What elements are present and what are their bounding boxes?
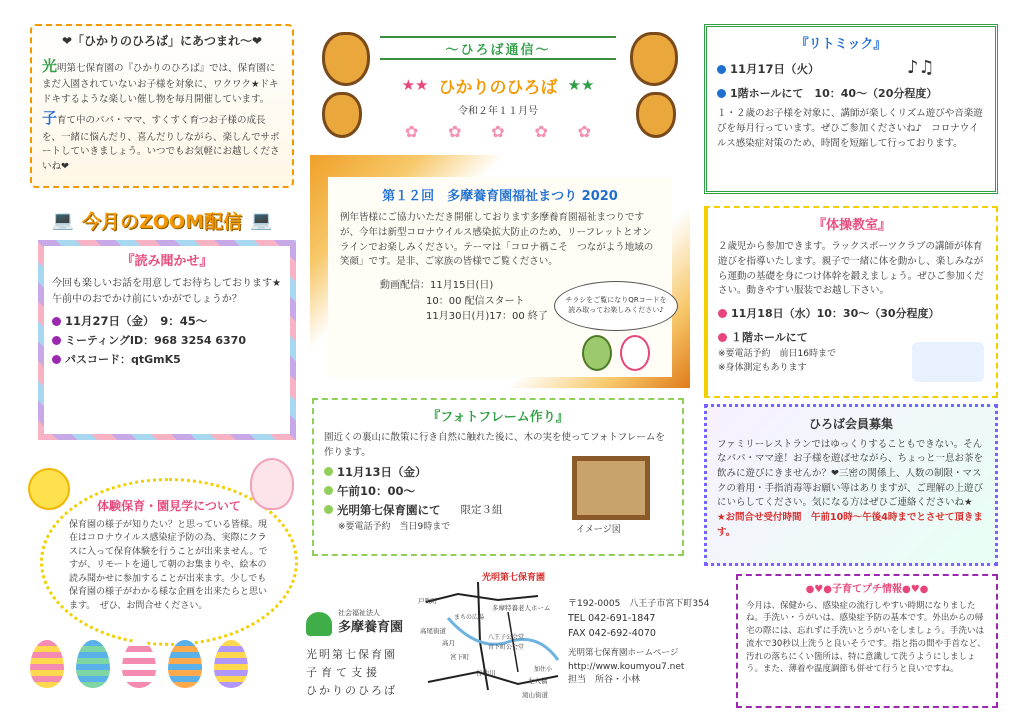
festival-line-3: 11月30日(月)17：00 終了 [426,311,548,323]
zoom-title: 『読み聞かせ』 [121,254,213,269]
photo-caption: イメージ図 [576,525,621,535]
contact-fax: FAX 042-692-4070 [568,627,656,639]
star-icon: ★★ [401,76,429,94]
egg-icon [122,640,156,688]
member-body: ファミリーレストランではゆっくりすることもできない。そんなパパ・ママ達！お子様を遊ばせながら、ちょっと一息お茶を飲みに遊びにきませんか？❤三密の関係上、人数の制限・マスクの着用・手指消毒等お願い等はありますが、ご理解の上遊びにいらしてください。気になる方はぜひご連絡くださいね★ [717,438,984,509]
acorn-character-icon [322,92,362,138]
mascot-icon [620,335,650,371]
rhythmic-place-row: 1階ホールにて 10：40〜（20分程度） [717,85,985,101]
taiken-body: 保育園の様子が知りたい？と思っている皆様。現在はコロナウイルス感染症予防の為、実際にクラスに入って保育体験を行うことが出来ません。ですが、リモートを通して朝のお集まりや、絵本の読み聞かせに参加することが出来ます。少しでも保育園の様子がわかる様な企画を出来たらと思います。 ぜひ、お問合せください。 [69,519,268,611]
taiso-note-2: ※身体測定もあります [718,362,807,373]
map-title: 光明第七保育園 [482,573,546,583]
map-label: 左入橋 [528,677,548,685]
flower-row [390,122,606,148]
contact-hp-label: 光明第七保育園ホームページ [568,648,679,659]
festival-panel [310,155,690,388]
festival-line-1: 動画配信：11月15日(日) [380,280,494,292]
rhythmic-body: １・２歳のお子様を対象に、講師が楽しくリズム遊びや音楽遊びを毎月行っています。ぜひご参加くださいね♪ コロナウイルス感染症対策のため、時間を短縮して行っております。 [717,108,983,149]
taiso-body: ２歳児から参加できます。ラックスポーツクラブの講師が体育遊びを指導いたします。親子で一緒に体を動かし、楽しみながら運動の基礎を身につけ体幹を鍛えましょう。ぜひご参加ください。動きやすい服装でお越し下さい。 [718,241,984,297]
music-children-icon: ♪♫ [907,57,935,78]
contact-url[interactable]: http://www.koumyou7.net [568,661,685,672]
photo-date-row: 11月13日（金） [324,464,672,480]
contact-address: 〒192-0005 八王子市宮下町354 [568,599,710,609]
laptop-icon: 💻 [51,209,74,231]
taiso-title: 『体操教室』 [812,218,891,233]
flower-icon: ✿ [491,122,505,141]
masthead-kicker: 〜ひろば通信〜 [445,42,551,58]
zoom-date-row: 11月27日（金） 9：45〜 [52,313,282,329]
member-title: ひろば会員募集 [808,417,893,431]
contact-staff: 担当 所谷・小林 [568,675,641,686]
org-name: 多摩養育園 [338,620,404,635]
egg-icon [76,640,110,688]
health-body: 今月は、保健から、感染症の流行しやすい時期になりましたね。手洗い・うがいは、感染症予防の基本です。外出からの帰宅の際には、忘れずに手洗いとうがいをしましょう。手洗いは流水で30秒以上洗うと良いそうです。指と指の間や手首など、汚れの落ちにくい箇所は、特に意識して洗うようにしましょう。また、薄着や温度調節も併せて行うと良いですね。 [746,600,986,675]
zoom-heading: 💻 今月のZOOM配信 💻 [51,209,273,233]
taiken-title: 体験保育・園見学について [97,499,241,513]
festival-title: 第１２回 多摩養育園福祉まつり 2020 [382,189,618,204]
gym-children-icon [912,342,984,382]
map-label: 滝山街道 [522,691,548,699]
org-line-3: ひかりのひろば [306,684,397,697]
egg-icon [214,640,248,688]
map-label: 多摩特養老人ホーム [492,604,551,612]
intro-paragraph-2: 子育て中のパパ・ママ、すくすく育つお子様の成長を、一緒に悩んだり、喜んだりしながら、楽しんでサポートしていきましょう。いつでもお気軽にお越しくださいね❤ [42,109,280,172]
intro-panel [30,24,294,188]
acorn-character-icon [636,92,676,138]
intro-drop-cap-2: 子 [42,109,58,128]
flower-icon: ✿ [448,122,462,141]
flower-icon: ✿ [577,122,592,141]
photo-frame-image [572,456,650,520]
health-title: ●♥●子育てプチ情報●♥● [805,584,929,595]
egg-icon [168,640,202,688]
masthead [300,14,696,154]
map-label: 高尾街道 [420,627,446,635]
photo-time-row: 午前10：00〜 [324,483,672,499]
org-logo [306,612,332,636]
intro-paragraph-1: 光明第七保育園の『ひかりのひろば』では、保育園にまだ入園されていないお子様を対象に、ワクワク★ドキドキするような楽しい催し物を毎月開催しています。 [42,56,279,105]
access-map [418,572,568,704]
laptop-icon: 💻 [250,209,273,231]
rhythmic-title: 『リトミック』 [795,37,887,52]
flower-icon: ✿ [404,122,419,141]
taiso-note-1: ※要電話予約 前日16時まで [718,349,836,360]
festival-body: 例年皆様にご協力いただき開催しております多摩養育園福祉まつりですが、今年は新型コロナウイルス感染拡大防止のため、リーフレットとオンラインでお楽しみください。テーマは「コロナ禍こそ つながよう地域の笑顔」です。是非、ご家族の皆様でご覧ください。 [340,212,654,268]
bunny-icon [250,458,294,510]
map-label: 宮下町公会堂 [488,644,525,651]
org-corp: 社会福祉法人 [338,609,380,617]
photo-note: ※要電話予約 当日9時まで [338,521,451,532]
masthead-title: ひかりのひろば [438,77,558,98]
star-icon: ★★ [567,76,595,94]
map-label: 谷地川 [476,669,496,677]
contact-tel: TEL 042-691-1847 [568,612,656,624]
map-label: まちの広場 [454,614,485,621]
egg-icon [30,640,64,688]
member-hours: ★お問合せ受付時間 午前10時〜午後4時までとさせて頂きます。 [717,512,983,538]
festival-speech-bubble: チラシをご覧になりQRコードを読み取ってお楽しみください♪ [554,281,678,331]
zoom-meeting-row: ミーティングID：968 3254 6370 [52,332,282,348]
masthead-date: 令和２年１１月号 [458,106,538,117]
acorn-character-icon [630,32,678,86]
taiso-place-row: １階ホールにて [718,329,986,345]
taiso-panel [704,206,998,398]
map-label: 宮下町 [450,653,470,661]
acorn-character-icon [322,32,370,86]
easter-eggs [30,640,310,702]
festival-line-2: 10：00 配信スタート [426,295,525,307]
chick-icon [28,468,70,510]
map-label: 高月 [442,639,455,647]
health-panel [736,574,998,708]
photo-place-row: 光明第七保育園にて 限定３組 [324,502,672,518]
intro-title: ❤「ひかりのひろば」にあつまれ〜❤ [61,34,263,48]
map-label: 戸吹町 [418,597,438,605]
photo-panel [312,398,684,556]
map-label: 八王子公会堂 [488,634,525,641]
flower-icon: ✿ [534,122,548,141]
masthead-title-row [370,70,626,100]
photo-body: 園近くの裏山に散策に行き自然に触れた後に、木の実を使ってフォトフレームを作ります。 [324,432,665,458]
org-block [306,606,416,706]
intro-drop-cap-1: 光 [42,56,58,75]
zoom-description: 今回も楽しいお話を用意してお待ちしております★午前中のおでかけ前にいかがでしょうか？ [52,278,281,305]
photo-title: 『フォトフレーム作り』 [427,410,569,425]
rhythmic-panel [704,24,998,194]
zoom-passcode-row: パスコード：qtGmK5 [52,351,282,367]
zoom-panel [38,240,296,440]
map-label: 加住小 [534,666,553,673]
contact-block [568,598,738,702]
org-line-1: 光明第七保育園 [306,648,397,661]
taiso-date-row: 11月18日（水）10：30〜（30分程度） [718,305,986,321]
mascot-icon [582,335,612,371]
member-panel [704,404,998,566]
rhythmic-date-row: 11月17日（火） [717,61,985,77]
masthead-banner [380,36,616,60]
org-line-2: 子育て支援 [306,666,381,679]
